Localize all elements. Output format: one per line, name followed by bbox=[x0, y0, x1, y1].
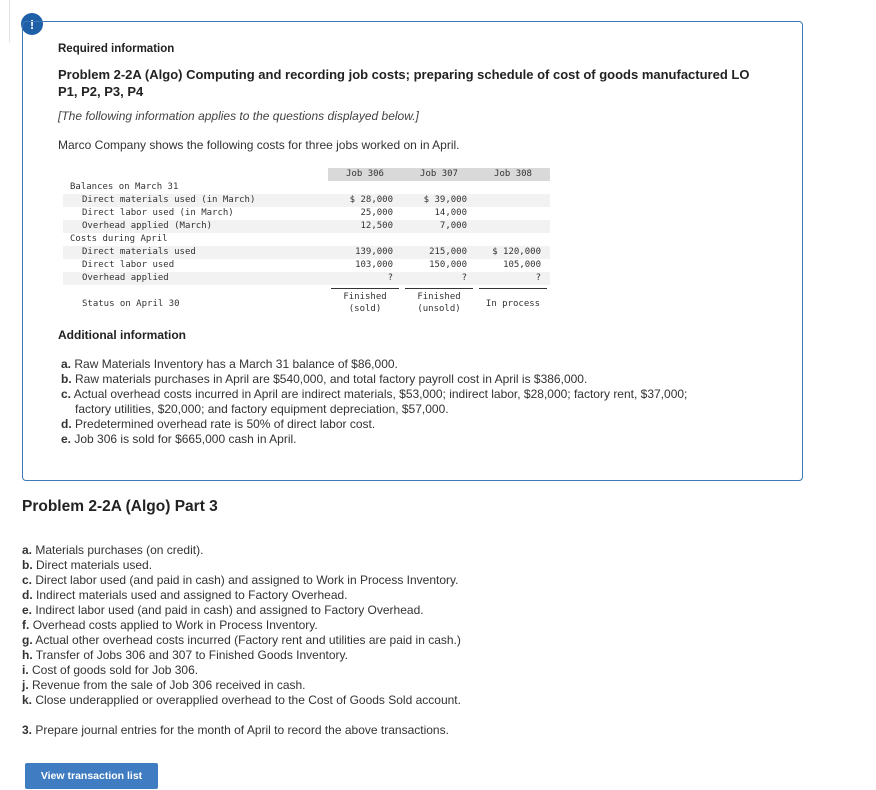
status-line: (sold) bbox=[348, 304, 382, 314]
cell-job-307: ? bbox=[461, 273, 467, 283]
table-row bbox=[63, 207, 550, 220]
cell-job-306: 103,000 bbox=[355, 260, 393, 270]
row-label: Overhead applied bbox=[82, 273, 169, 283]
required-information-heading: Required information bbox=[58, 43, 175, 55]
cell-job-306: 12,500 bbox=[360, 221, 393, 231]
list-item: j. Revenue from the sale of Job 306 received in cash. bbox=[22, 678, 306, 692]
cell-job-307: 150,000 bbox=[429, 260, 467, 270]
transaction-steps-list bbox=[22, 543, 782, 708]
column-rule bbox=[331, 288, 399, 289]
list-item: c. Actual overhead costs incurred in April are indirect materials, $53,000; indirect labor, $28,000; factory rent, $37,000; bbox=[61, 387, 688, 401]
cell-job-306: 25,000 bbox=[360, 208, 393, 218]
row-label: Direct labor used (in March) bbox=[82, 208, 234, 218]
cell-job-307: 7,000 bbox=[439, 221, 467, 231]
table-row bbox=[63, 259, 550, 272]
problem-title: Problem 2-2A (Algo) Computing and recording job costs; preparing schedule of cost of goods manufactured LO P1, P2, P3, P4 bbox=[58, 67, 750, 99]
part-title: Problem 2-2A (Algo) Part 3 bbox=[22, 498, 218, 515]
table-row bbox=[63, 246, 550, 259]
list-item-continuation: factory utilities, $20,000; and factory equipment depreciation, $57,000. bbox=[75, 402, 449, 416]
row-label: Direct materials used bbox=[82, 247, 196, 257]
list-item: g. Actual other overhead costs incurred (Factory rent and utilities are paid in cash.) bbox=[22, 633, 461, 647]
additional-information-heading: Additional information bbox=[58, 328, 186, 342]
cell-job-306: 139,000 bbox=[355, 247, 393, 257]
applies-note: [The following information applies to the questions displayed below.] bbox=[58, 109, 419, 123]
list-item: f. Overhead costs applied to Work in Process Inventory. bbox=[22, 618, 318, 632]
additional-information-list bbox=[61, 357, 781, 447]
list-item: b. Raw materials purchases in April are $540,000, and total factory payroll cost in April is $386,000. bbox=[61, 372, 588, 386]
row-label: Direct materials used (in March) bbox=[82, 195, 256, 205]
status-line: In process bbox=[485, 299, 541, 309]
cell-job-307: $ 39,000 bbox=[423, 195, 467, 205]
column-rule bbox=[479, 288, 547, 289]
list-item: i. Cost of goods sold for Job 306. bbox=[22, 663, 199, 677]
table-row bbox=[63, 272, 550, 285]
job-costs-table bbox=[63, 168, 550, 316]
list-item: h. Transfer of Jobs 306 and 307 to Finished Goods Inventory. bbox=[22, 648, 348, 662]
list-item: a. Raw Materials Inventory has a March 31 balance of $86,000. bbox=[61, 357, 398, 371]
header-job-307: Job 307 bbox=[402, 168, 476, 181]
row-label: Costs during April bbox=[70, 234, 168, 244]
status-label: Status on April 30 bbox=[82, 299, 180, 309]
list-item: b. Direct materials used. bbox=[22, 558, 153, 572]
row-label: Overhead applied (March) bbox=[82, 221, 213, 231]
cell-job-306: ? bbox=[387, 273, 393, 283]
left-rail bbox=[0, 0, 10, 42]
list-item: d. Predetermined overhead rate is 50% of direct labor cost. bbox=[61, 417, 376, 431]
intro-text: Marco Company shows the following costs for three jobs worked on in April. bbox=[58, 138, 460, 152]
table-row bbox=[63, 194, 550, 207]
cell-job-307: 215,000 bbox=[429, 247, 467, 257]
header-job-306: Job 306 bbox=[328, 168, 402, 181]
status-job-308 bbox=[476, 298, 550, 310]
row-label: Direct labor used bbox=[82, 260, 175, 270]
cell-job-306: $ 28,000 bbox=[349, 195, 393, 205]
cell-job-307: 14,000 bbox=[434, 208, 467, 218]
list-item: k. Close underapplied or overapplied overhead to the Cost of Goods Sold account. bbox=[22, 693, 461, 707]
list-item: d. Indirect materials used and assigned to Factory Overhead. bbox=[22, 588, 348, 602]
list-item: e. Indirect labor used (and paid in cash) and assigned to Factory Overhead. bbox=[22, 603, 424, 617]
cell-job-308: $ 120,000 bbox=[492, 247, 541, 257]
list-item: c. Direct labor used (and paid in cash) and assigned to Work in Process Inventory. bbox=[22, 573, 459, 587]
cell-job-308: ? bbox=[535, 273, 541, 283]
column-rule bbox=[405, 288, 473, 289]
cell-job-308: 105,000 bbox=[503, 260, 541, 270]
status-line: Finished bbox=[343, 292, 387, 302]
status-job-307 bbox=[402, 291, 476, 315]
row-label: Balances on March 31 bbox=[70, 182, 179, 192]
question-text: 3. Prepare journal entries for the month of April to record the above transactions. bbox=[22, 723, 449, 737]
header-job-308: Job 308 bbox=[476, 168, 550, 181]
list-item: e. Job 306 is sold for $665,000 cash in April. bbox=[61, 432, 297, 446]
status-job-306 bbox=[328, 291, 402, 315]
table-row bbox=[63, 233, 550, 246]
view-transaction-list-button[interactable]: View transaction list bbox=[25, 763, 158, 789]
table-row bbox=[63, 181, 550, 194]
list-item: a. Materials purchases (on credit). bbox=[22, 543, 204, 557]
table-row bbox=[63, 220, 550, 233]
exclamation-icon: ! bbox=[21, 13, 43, 35]
status-line: Finished bbox=[417, 292, 461, 302]
status-line: (unsold) bbox=[417, 304, 461, 314]
